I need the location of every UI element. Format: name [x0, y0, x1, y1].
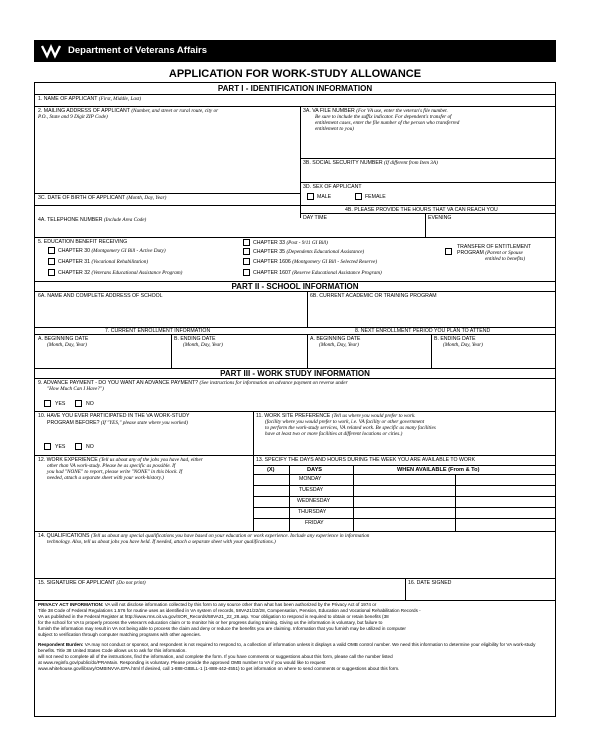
burden-line-1: Respondent Burden: VA may not conduct or sponsor, and respondent is not required to respond to, a collection of information unless it displays a valid OMB control number. We need this information to determine your eligibility for VA work-study benefits. Title 38 United States Code allows us to ask for this information. — [38, 642, 536, 653]
evening-label[interactable]: EVENING — [428, 215, 452, 221]
day-tuesday: TUESDAY — [299, 487, 324, 493]
part1-heading: PART I - IDENTIFICATION INFORMATION — [217, 84, 373, 93]
ch1607-checkbox[interactable] — [243, 269, 250, 276]
ch31-checkbox[interactable] — [48, 258, 55, 265]
qualifications-label[interactable]: 14. QUALIFICATIONS (Tell us about any special qualifications you have based on your education or work experience. Include any experience in information — [38, 533, 370, 539]
female-checkbox[interactable] — [355, 193, 362, 200]
current-enrollment-label: 7. CURRENT ENROLLMENT INFORMATION — [105, 328, 211, 334]
prior-no-checkbox[interactable] — [75, 443, 82, 450]
availability-label: 13. SPECIFY THE DAYS AND HOURS DURING THE WEEK YOU ARE AVAILABLE TO WORK — [256, 457, 476, 463]
part2-heading: PART II - SCHOOL INFORMATION — [231, 282, 359, 291]
daytime-label[interactable]: DAY TIME — [303, 215, 327, 221]
advance-payment-label: 9. ADVANCE PAYMENT - DO YOU WANT AN ADVANCE PAYMENT? (See instructions for information on advance payment on reverse under — [38, 380, 348, 386]
day-friday: FRIDAY — [305, 520, 324, 526]
work-site-label[interactable]: 11. WORK SITE PREFERENCE (Tell us where you would prefer to work. — [256, 413, 416, 419]
agency-name: Department of Veterans Affairs — [68, 45, 208, 56]
field-name-label[interactable]: 1. NAME OF APPLICANT (First, Middle, Last) — [38, 96, 142, 102]
program-label[interactable]: 6B. CURRENT ACADEMIC OR TRAINING PROGRAM — [310, 293, 437, 299]
privacy-line-1: PRIVACY ACT INFORMATION: VA will not disclose information collected by this form to any source other than what has been authorized by the Privacy Act of 1974 or — [38, 602, 377, 607]
transfer-checkbox[interactable] — [445, 248, 452, 255]
male-checkbox[interactable] — [307, 193, 314, 200]
part3-heading: PART III - WORK STUDY INFORMATION — [220, 369, 370, 378]
field-va-file-number-label[interactable]: 3A. VA FILE NUMBER (For VA use, enter the veteran's file number. — [303, 108, 448, 114]
next-enrollment-label: 8. NEXT ENROLLMENT PERIOD YOU PLAN TO ATTEND — [355, 328, 491, 334]
date-signed-label[interactable]: 16. DATE SIGNED — [408, 580, 452, 586]
form-body: PART I - IDENTIFICATION INFORMATION 1. NAME OF APPLICANT (First, Middle, Last) 2. MAILING ADDRESS OF APPLICANT (Number, and street or rural route, city or P.O., State and 9 Digit ZIP Code) 3A. VA FILE NUMBER (For VA use, enter the veteran's file number. Be sure to include the suffix indicator. For dependent's transfer of entitlement cases, enter the file number of the person who transferred entitlement to you) 3B. SOCIAL SECURITY NUMBER (If different from Item 3A) 3D. SEX OF APPLICANT MALE FEMALE 3C. DATE OF BIRTH OF APPLICANT (Month, Day, Year) 4B. PLEASE PROVIDE THE HOURS THAT VA CAN REACH YOU 4A. TELEPHONE NUMBER (Include Area Code) DAY TIME EVENING 5. EDUCATION BENEFIT RECEIVING CHAPTER 30 (Montgomery GI Bill - Active Duty) CHAPTER 31 (Vocational Rehabilitation) CHAPTER 32 (Veterans Educational Assistance Program) CHAPTER 33 (Post - 9/11 GI Bill) CHAPTER 35 (Dependents Educational Assistance) CHAPTER 1606 (Montgomery GI Bill - Selected Reserve) CHAPTER 1607 (Reserve Educational Assistance Program) TRANSFER OF ENTITLEMENT PROGRAM (Parent or Spouse entitled to benefits) PART II - SCHOOL INFORMATION 6A. NAME AND COMPLETE ADDRESS OF SCHOOL 6B. CURRENT ACADEMIC OR TRAINING PROGRAM 7. CURRENT ENROLLMENT INFORMATION 8. NEXT ENROLLMENT PERIOD YOU PLAN TO ATTEND A. BEGINNING DATE (Month, Day, Year) B. ENDING DATE (Month, Day, Year) A. BEGINNING DATE (Month, Day, Year) B. ENDING DATE (Month, Day, Year) PART III - WORK STUDY INFORMATION 9. ADVANCE PAYMENT - DO YOU WANT AN ADVANCE PAYMENT? (See instructions for information on advance payment on reverse under "How Much Can I Have?") YES NO 10. HAVE YOU EVER PARTICIPATED IN THE VA WORK-STUDY PROGRAM BEFORE? (If "YES," please state where you worked) YES NO 11. WORK SITE PREFERENCE (Tell us where you would prefer to work. (facility where you would prefer to work, i.e. VA facility or other government to perform the work-study services, VA related work. Be specific as many facilities have at least two or more facilities at different locations or cities.) 12. WORK EXPERIENCE (Tell us about any of the jobs you have had, either other than VA work-study. Please be as specific as possible. If you had "NONE" to report, please write "NONE" in this block. If needed, attach a separate sheet with your work-history.) 13. SPECIFY THE DAYS AND HOURS DURING THE WEEK YOU ARE AVAILABLE TO WORK (X) DAYS WHEN AVAILABLE (From & To) MONDAY TUESDAY WEDNESDAY THURSDAY FRIDAY 14. QUALIFICATIONS (Tell us about any special qualifications you have based on your education or work experience. Include any experience in information technology. Also, tell us about jobs you have held. If needed, attach a separate sheet with your qualifications.) 15. SIGNATURE OF APPLICANT (Do not print) 16. DATE SIGNED PRIVACY ACT INFORMATION: VA will not disclose information collected by this form to any source other than what has been authorized by the Privacy Act of 1974 or Title 38 Code of Federal Regulations 1.576 for routine uses as identified in VA system of records, 58VA21/22/28, Compensation, Pension, Education and Vocational Rehabilitation Records - VA as published in the Federal Register at http://www.rms.oit.va.gov/SOR_Records/58VA21_22_28.asp. Your obligation to respond is required to obtain or retain benefits (38 for the school for VA to properly process the veteran's education claim or to monitor his or her progress during training. Giving us the information is voluntary, but failure to furnish the information may result in VA not being able to process the claim and deny or reduce the benefits you are claiming. Information that you furnish may be utilized in computer subject to verification through computer matching programs with other agencies. Respondent Burden: VA may not conduct or sponsor, and respondent is not required to respond to, a collection of information unless it displays a valid OMB control number. We need this information to determine your eligibility for VA work-study benefits. Title 38 United States Code allows us to ask for this information. will not need to complete all of the instructions, find the information, and complete the form. If you have comments or suggestions about this form, please call the number listed at www.reginfo.gov/public/do/PRAMain. Responding is voluntary. Please provide the approved OMB number to VA if you would like to request www.whitehouse.gov/library/OMBINVVA.EPA.html If desired, call 1-888-GIBILL-1 (1-888-442-4551) to get information on where to send comments or suggestions about this form. — [34, 82, 556, 717]
agency-header — [34, 40, 556, 62]
field-dob-label[interactable]: 3C. DATE OF BIRTH OF APPLICANT (Month, Day, Year) — [38, 195, 167, 201]
school-label[interactable]: 6A. NAME AND COMPLETE ADDRESS OF SCHOOL — [38, 293, 163, 299]
current-begin-label[interactable]: A. BEGINNING DATE — [38, 336, 89, 342]
advance-yes-checkbox[interactable] — [44, 400, 51, 407]
ch35-checkbox[interactable] — [243, 248, 250, 255]
benefit-label: 5. EDUCATION BENEFIT RECEIVING — [38, 239, 128, 245]
work-experience-label[interactable]: 12. WORK EXPERIENCE (Tell us about any of the jobs you have had, either — [38, 457, 203, 463]
ch33-checkbox[interactable] — [243, 239, 250, 246]
prior-participation-label: 10. HAVE YOU EVER PARTICIPATED IN THE VA WORK-STUDY — [38, 413, 190, 419]
next-end-label[interactable]: B. ENDING DATE — [434, 336, 476, 342]
ch30-checkbox[interactable] — [48, 247, 55, 254]
ch32-checkbox[interactable] — [48, 269, 55, 276]
va-logo-icon — [40, 43, 62, 59]
divider — [35, 94, 555, 95]
advance-no-checkbox[interactable] — [75, 400, 82, 407]
prior-yes-checkbox[interactable] — [44, 443, 51, 450]
day-wednesday: WEDNESDAY — [297, 498, 331, 504]
day-monday: MONDAY — [299, 476, 322, 482]
day-thursday: THURSDAY — [298, 509, 327, 515]
hours-label: 4B. PLEASE PROVIDE THE HOURS THAT VA CAN REACH YOU — [345, 207, 498, 213]
field-phone-label[interactable]: 4A. TELEPHONE NUMBER (Include Area Code) — [38, 217, 147, 223]
form-title: APPLICATION FOR WORK-STUDY ALLOWANCE — [168, 68, 422, 80]
current-end-label[interactable]: B. ENDING DATE — [174, 336, 216, 342]
field-address-label[interactable]: 2. MAILING ADDRESS OF APPLICANT (Number, and street or rural route, city or — [38, 108, 219, 114]
ch1606-checkbox[interactable] — [243, 258, 250, 265]
field-ssn-label[interactable]: 3B. SOCIAL SECURITY NUMBER (If different from Item 3A) — [303, 160, 438, 166]
next-begin-label[interactable]: A. BEGINNING DATE — [310, 336, 361, 342]
signature-label[interactable]: 15. SIGNATURE OF APPLICANT (Do not print) — [38, 580, 146, 586]
sex-label: 3D. SEX OF APPLICANT — [303, 184, 362, 190]
